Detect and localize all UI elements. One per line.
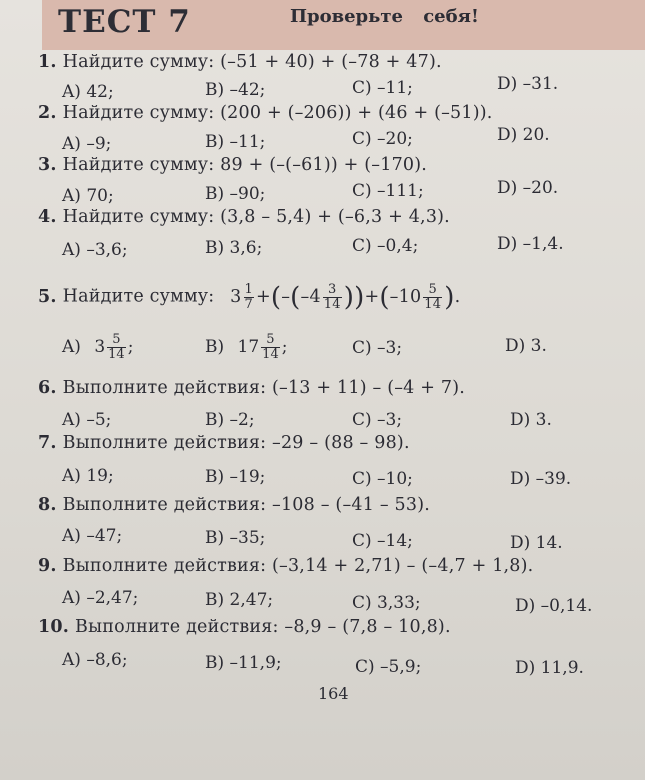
check-yourself-title: Проверьте себя! [290,6,479,27]
option-c: C) –20; [352,129,413,149]
fraction [107,333,126,362]
option-b: B) –90; [205,184,266,204]
numerator: 5 [107,333,126,348]
mixed-fraction-expression: 3 $\frac{1}{7}$ +(–(–4 $\frac{3}{14}$ ))+(–10 $\frac{5}{14}$ ). [230,281,461,312]
option-c: C) –3; [352,410,403,430]
option-a: A) –47; [62,526,123,546]
option-a: A) –5; [62,410,112,430]
question-7 [38,433,410,453]
question-number: 9. [38,556,57,576]
question-number: 1. [38,52,57,72]
question-number: 3. [38,155,57,175]
question-text: Найдите сумму: (3,8 – 5,4) + (–6,3 + 4,3). [62,207,450,227]
option-c: C) –14; [352,531,413,551]
question-9 [38,556,533,576]
option-letter: B) [205,337,225,357]
question-8 [38,495,430,515]
option-d: D) –0,14. [515,596,593,616]
question-5 [38,282,460,312]
denominator: 14 [108,347,125,362]
question-1 [38,52,442,72]
question-2 [38,103,493,123]
option-a: A) –2,47; [62,588,139,608]
whole-part: 3 [230,286,242,307]
option-d: D) –39. [510,469,572,489]
option-b: B) –42; [205,80,266,100]
numerator: 1 [244,281,253,297]
option-d: D) 11,9. [515,658,584,678]
test-title: ТЕСТ 7 [58,4,191,40]
option-b: B) –11; [205,132,266,152]
fraction [244,283,254,312]
fraction [423,283,442,312]
option-c: C) –111; [352,181,424,201]
fraction [323,283,342,312]
option-d: D) 14. [510,533,563,553]
question-text: Выполните действия: –108 – (–41 – 53). [62,495,431,515]
numerator: 3 [323,283,342,298]
page-number: 164 [318,684,349,703]
question-number: 2. [38,103,57,123]
option-d: D) 3. [510,410,552,430]
option-b [205,333,287,362]
option-d: D) 3. [505,336,547,356]
question-text: Найдите сумму: [62,286,215,307]
option-c: C) –0,4; [352,236,419,256]
option-a: A) –8,6; [62,650,128,670]
question-text: Выполните действия: –29 – (88 – 98). [62,433,410,453]
whole-part: 10 [398,286,422,307]
whole-part: 4 [309,286,321,307]
question-text: Выполните действия: (–3,14 + 2,71) – (–4,7 + 1,8). [62,556,534,576]
option-a: A) 42; [62,82,114,102]
option-c: C) –3; [352,338,403,358]
question-text: Выполните действия: –8,9 – (7,8 – 10,8). [75,617,451,637]
option-d: D) –20. [497,178,559,198]
option-a: A) 70; [62,186,114,206]
question-text: Найдите сумму: (–51 + 40) + (–78 + 47). [62,52,442,72]
denominator: 14 [262,347,279,362]
option-c: C) –11; [352,78,413,98]
question-number: 5. [38,286,57,307]
question-4 [38,207,450,227]
question-text: Выполните действия: (–13 + 11) – (–4 + 7). [62,378,466,398]
question-number: 7. [38,433,57,453]
option-c: C) 3,33; [352,593,421,613]
question-number: 4. [38,207,57,227]
whole-part: 3 [94,337,106,357]
option-b: B) –11,9; [205,653,282,673]
option-a: A) –3,6; [62,240,128,260]
question-number: 6. [38,378,57,398]
question-number: 10. [38,617,70,637]
option-c: C) –5,9; [355,657,422,677]
question-text: Найдите сумму: (200 + (–206)) + (46 + (–51)). [62,103,493,123]
option-a: A) –9; [62,134,112,154]
option-d: D) 20. [497,125,550,145]
option-a: A) 19; [62,466,114,486]
whole-part: 17 [237,337,260,357]
numerator: 5 [423,283,442,298]
option-letter: A) [62,337,81,357]
denominator: 14 [323,296,341,312]
numerator: 5 [261,333,280,348]
separator: ; [281,337,288,357]
option-d: D) –1,4. [497,234,564,254]
option-b: B) –19; [205,467,266,487]
option-b: B) 2,47; [205,590,274,610]
option-b: B) –2; [205,410,255,430]
option-b: B) –35; [205,528,266,548]
separator: ; [127,337,134,357]
denominator: 7 [244,296,253,312]
question-6 [38,378,465,398]
fraction [261,333,280,362]
option-b: B) 3,6; [205,238,263,258]
question-10 [38,617,451,637]
question-number: 8. [38,495,57,515]
option-a [62,333,133,362]
option-c: C) –10; [352,469,413,489]
question-text: Найдите сумму: 89 + (–(–61)) + (–170). [62,155,428,175]
question-3 [38,155,427,175]
option-d: D) –31. [497,74,559,94]
denominator: 14 [424,296,442,312]
